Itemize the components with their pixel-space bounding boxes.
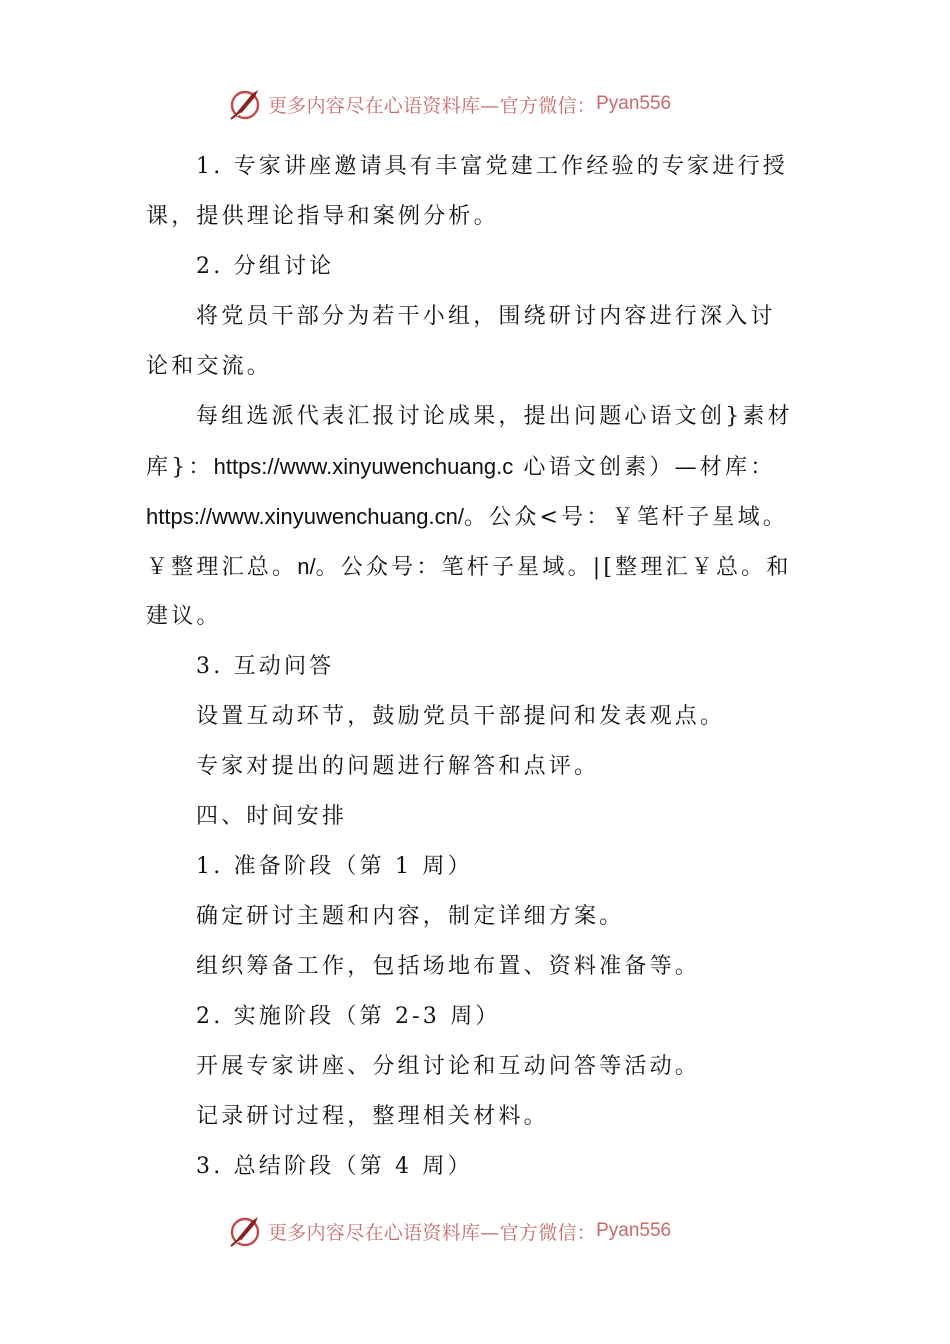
body-line-12: 设置互动环节，鼓励党员干部提问和发表观点。 [196,704,726,729]
footer-banner-text: 更多内容尽在心语资料库—官方微信： [268,1221,597,1244]
schedule-phase-3: 3. 总结阶段（第 4 周） [196,1154,473,1179]
section-heading-schedule: 四、时间安排 [196,804,348,829]
body-line-4: 将党员干部分为若干小组，围绕研讨内容进行深入讨 [196,304,776,329]
body-line-17: 组织筹备工作，包括场地布置、资料准备等。 [196,954,701,979]
footer-banner [228,1211,748,1251]
body-line-7 [146,447,775,487]
body-line-7-end: 心语文创素）—材库： [513,455,776,480]
footer-wechat-id: Pyan556 [596,1220,672,1241]
body-line-9 [146,547,792,587]
url-text: https://www.xinyuwenchuang.c [213,454,514,479]
url-text-full: https://www.xinyuwenchuang.cn/ [146,504,464,529]
header-banner [228,84,748,124]
schedule-phase-2: 2. 实施阶段（第 2-3 周） [196,1004,501,1029]
body-line-6: 每组选派代表汇报讨论成果，提出问题心语文创}素材 [196,404,793,429]
section-heading-interactive-qa: 3. 互动问答 [196,654,335,679]
body-line-19: 开展专家讲座、分组讨论和互动问答等活动。 [196,1054,701,1079]
quill-pen-logo-icon [228,86,264,122]
body-line-10: 建议。 [146,604,222,629]
body-line-16: 确定研讨主题和内容，制定详细方案。 [196,904,625,929]
body-line-9-latin: n/ [297,554,316,579]
body-line-20: 记录研讨过程，整理相关材料。 [196,1104,549,1129]
header-banner-text: 更多内容尽在心语资料库—官方微信： [268,94,597,117]
body-line-9-end: 。公众号：笔杆子星域。|[整理汇￥总。和 [315,555,792,580]
body-line-8 [146,497,788,537]
section-heading-group-discussion: 2. 分组讨论 [196,254,335,279]
quill-pen-logo-icon [228,1213,264,1249]
body-line-13: 专家对提出的问题进行解答和点评。 [196,754,600,779]
body-line-5: 论和交流。 [146,354,273,379]
header-wechat-id: Pyan556 [596,93,672,114]
body-line-9-start: ￥整理汇总。 [146,555,298,580]
body-line-7-start: 库}： [146,455,214,480]
body-line-1: 1. 专家讲座邀请具有丰富党建工作经验的专家进行授 [196,154,788,179]
schedule-phase-1: 1. 准备阶段（第 1 周） [196,854,473,879]
body-line-2: 课，提供理论指导和案例分析。 [146,204,499,229]
body-line-8-end: 。公众<号：￥笔杆子星域。 [463,505,788,530]
